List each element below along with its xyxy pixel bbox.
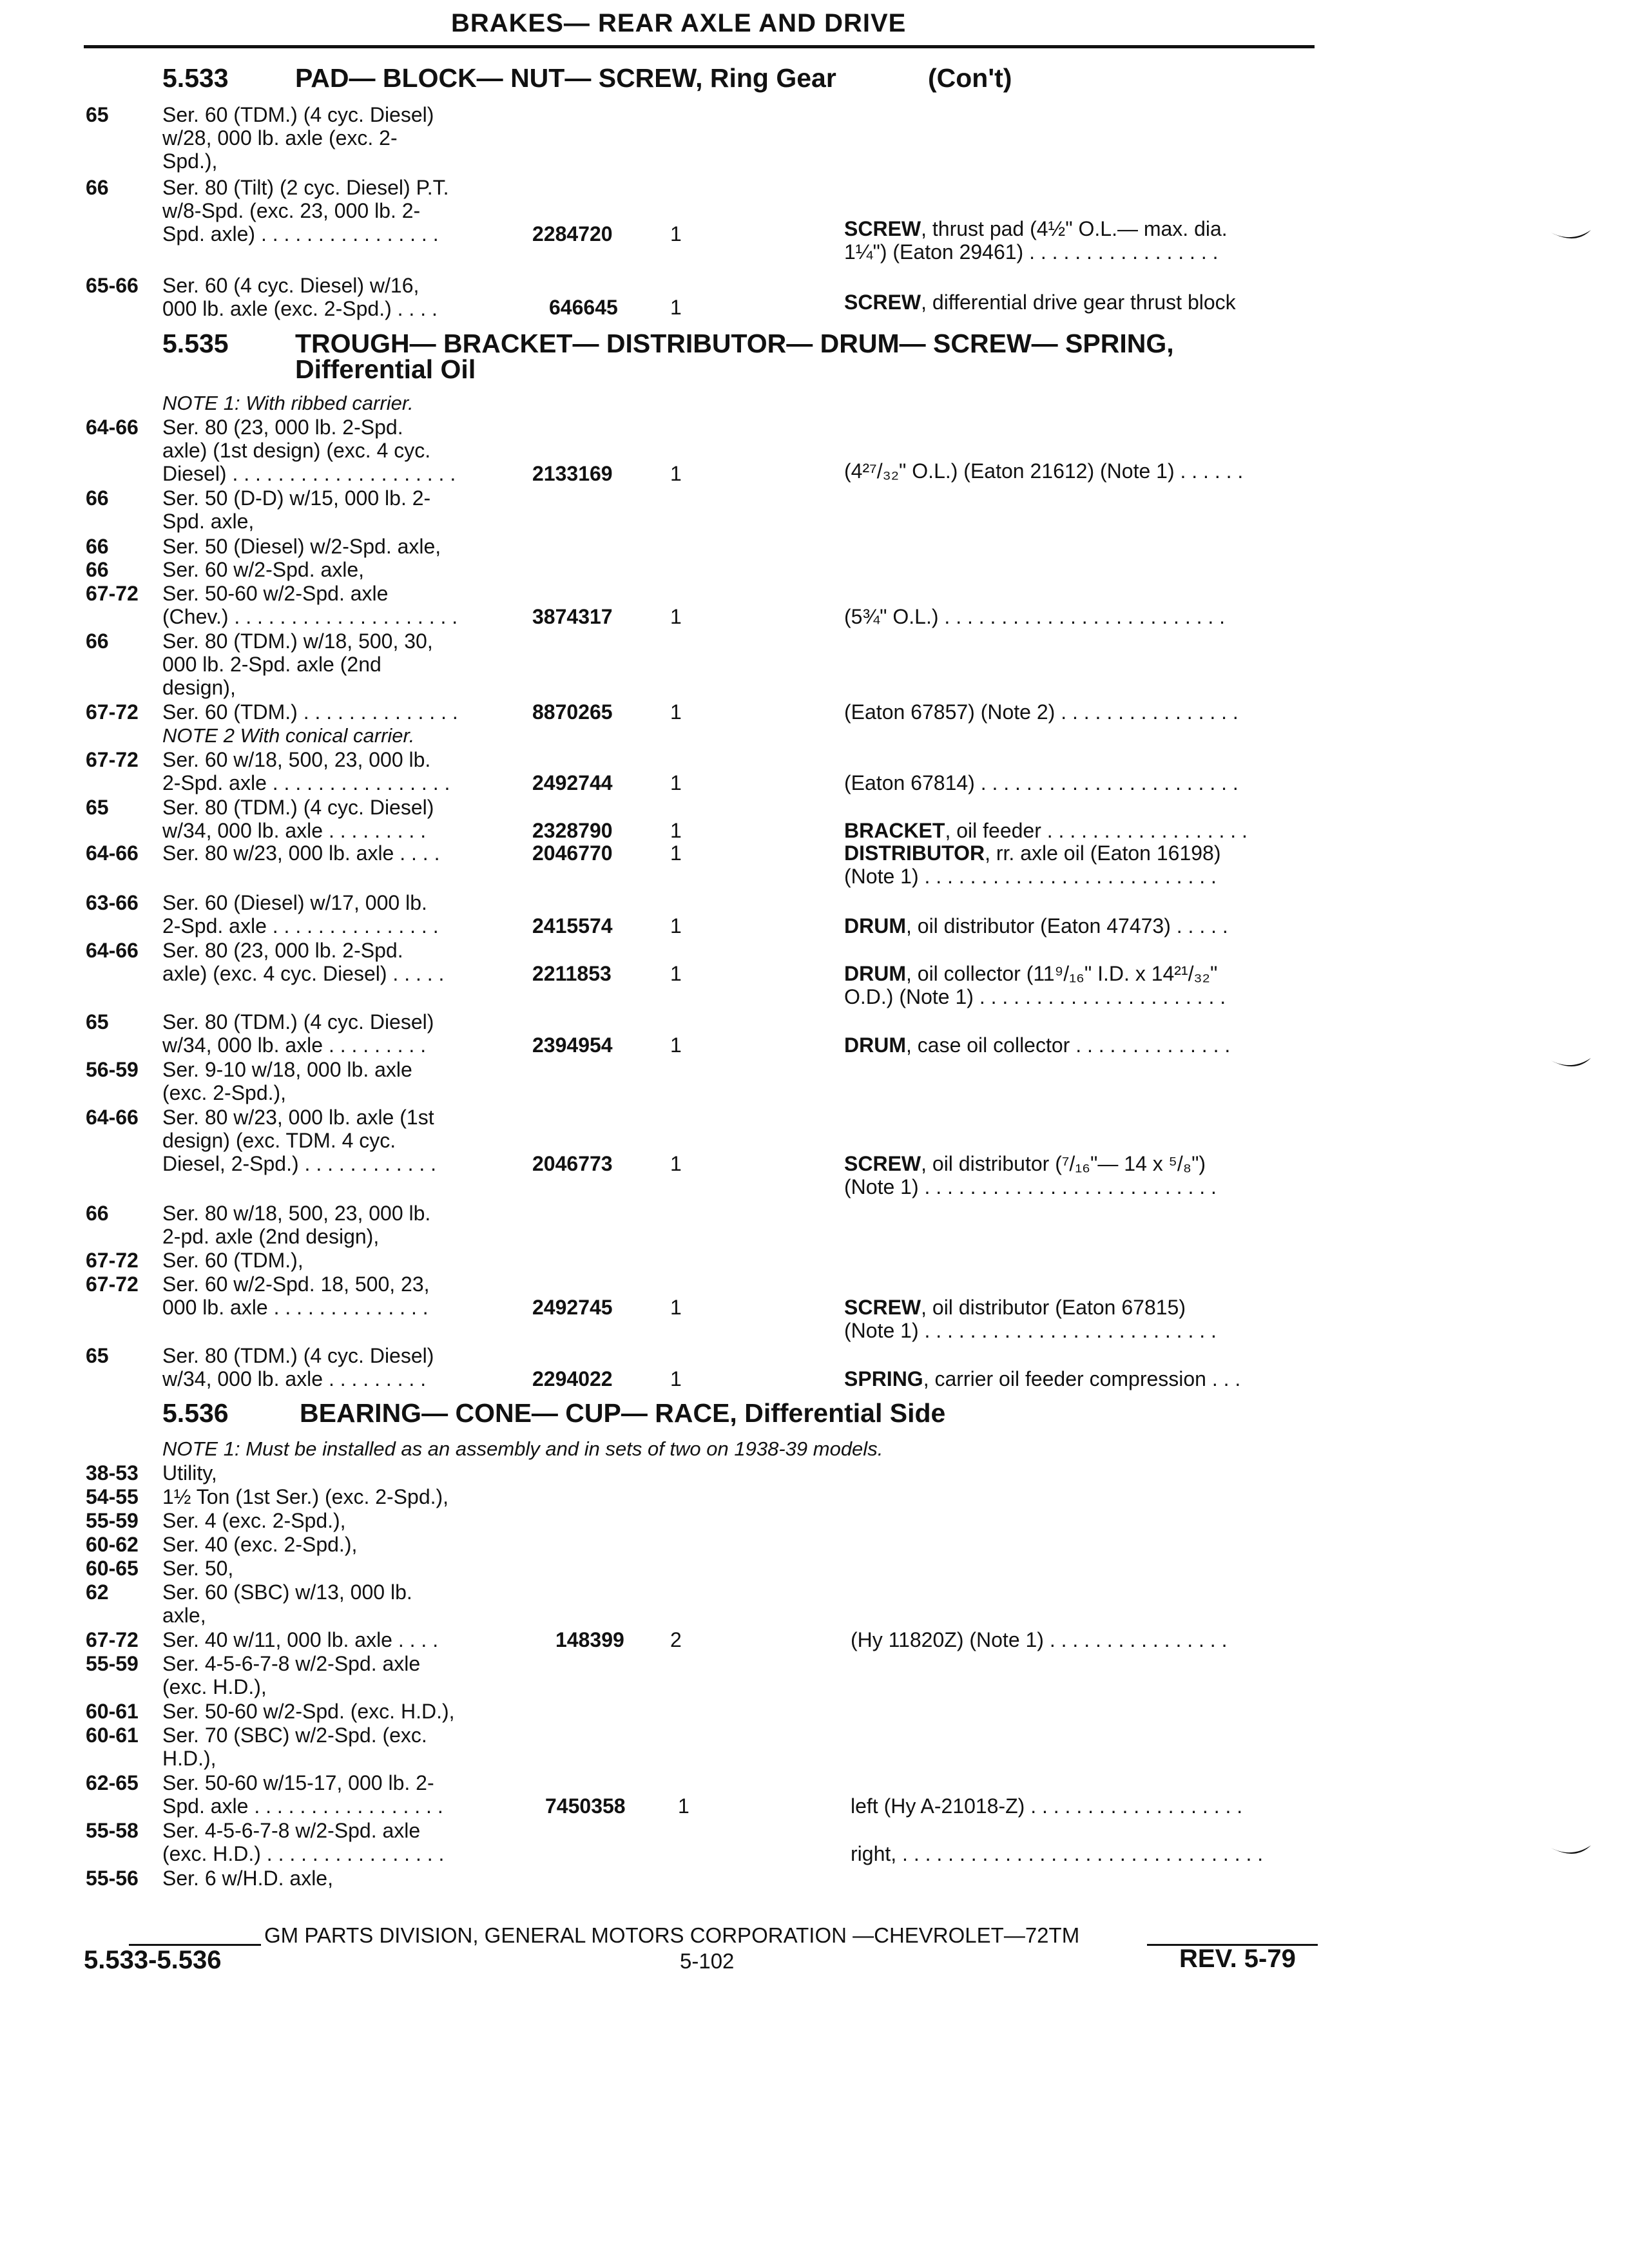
row-application: Ser. 60 (TDM.) (4 cyc. Diesel) w/28, 000 lb. axle (exc. 2- Spd.),: [162, 103, 434, 173]
row-part-number: 148399: [555, 1628, 624, 1651]
row-years: 63-66: [86, 891, 139, 914]
row-application: Ser. 60 (SBC) w/13, 000 lb. axle,: [162, 1581, 412, 1627]
row-quantity: 1: [670, 462, 682, 485]
row-application: Ser. 50 (Diesel) w/2-Spd. axle,: [162, 535, 441, 558]
row-years: 67-72: [86, 700, 139, 724]
row-quantity: 1: [670, 700, 682, 724]
row-application: Ser. 70 (SBC) w/2-Spd. (exc. H.D.),: [162, 1724, 427, 1770]
row-description: [844, 1033, 1321, 1057]
footer-division: GM PARTS DIVISION, GENERAL MOTORS CORPORATION —CHEVROLET—72TM: [264, 1923, 1080, 1947]
row-description-item: SCREW: [844, 1296, 921, 1319]
row-years: 67-72: [86, 1273, 139, 1296]
row-application: Ser. 40 (exc. 2-Spd.),: [162, 1533, 358, 1556]
row-description-detail: (5¾" O.L.) . . . . . . . . . . . . . . . . . . . . . . . . .: [844, 605, 1226, 628]
row-description-detail: , thrust pad (4½" O.L.— max. dia. 1¼") (Eaton 29461) . . . . . . . . . . . . . . . . .: [844, 217, 1228, 264]
row-description-detail: , oil collector (11⁹/₁₆" I.D. x 14²¹/₃₂" O.D.) (Note 1) . . . . . . . . . . . . . . . . . . . . . .: [844, 962, 1226, 1008]
row-years: 55-59: [86, 1509, 139, 1532]
row-years: 55-58: [86, 1819, 139, 1842]
row-quantity: 1: [670, 1033, 682, 1057]
row-description: [844, 1296, 1321, 1342]
row-years: 65: [86, 1010, 109, 1033]
row-part-number: 2294022: [532, 1367, 613, 1390]
row-application: Ser. 6 w/H.D. axle,: [162, 1867, 333, 1890]
row-quantity: 1: [670, 914, 682, 937]
footer-section-range: 5.533-5.536: [84, 1946, 222, 1974]
binder-hole-mark-icon: [1550, 229, 1592, 245]
row-application: Utility,: [162, 1461, 217, 1485]
row-years: 67-72: [86, 1628, 139, 1651]
row-description: [844, 700, 1321, 724]
row-application: Ser. 40 w/11, 000 lb. axle . . . .: [162, 1628, 439, 1651]
section-number: 5.536: [162, 1398, 229, 1428]
row-description-detail: (Eaton 67814) . . . . . . . . . . . . . . . . . . . . . . .: [844, 771, 1239, 794]
row-application: Ser. 80 (TDM.) (4 cyc. Diesel) w/34, 000 lb. axle . . . . . . . . .: [162, 796, 434, 842]
row-years: 67-72: [86, 1249, 139, 1272]
section-title: PAD— BLOCK— NUT— SCREW, Ring Gear: [295, 63, 836, 93]
row-description-detail: , case oil collector . . . . . . . . . . . . . .: [905, 1033, 1231, 1057]
row-part-number: 7450358: [545, 1794, 626, 1818]
row-years: 55-59: [86, 1652, 139, 1675]
row-description-detail: right, . . . . . . . . . . . . . . . . . . . . . . . . . . . . . . . .: [851, 1842, 1264, 1865]
row-application: Ser. 80 (TDM.) (4 cyc. Diesel) w/34, 000 lb. axle . . . . . . . . .: [162, 1344, 434, 1390]
row-description: [844, 841, 1321, 888]
row-quantity: 1: [670, 1296, 682, 1319]
row-years: 54-55: [86, 1485, 139, 1508]
row-years: 65: [86, 1344, 109, 1367]
footer-page-number: 5-102: [680, 1949, 735, 1973]
row-years: 55-56: [86, 1867, 139, 1890]
row-description-detail: , oil feeder . . . . . . . . . . . . . . . . . .: [945, 819, 1248, 842]
row-years: 66: [86, 535, 109, 558]
row-description-item: SPRING: [844, 1367, 923, 1390]
row-description: [844, 914, 1321, 937]
row-quantity: 1: [670, 1152, 682, 1175]
row-application: Ser. 80 w/18, 500, 23, 000 lb. 2-pd. axle (2nd design),: [162, 1202, 431, 1248]
row-years: 66: [86, 558, 109, 581]
row-part-number: 3874317: [532, 605, 613, 628]
row-application: Ser. 60 w/2-Spd. 18, 500, 23, 000 lb. axle . . . . . . . . . . . . . .: [162, 1273, 430, 1319]
row-application: Ser. 9-10 w/18, 000 lb. axle (exc. 2-Spd.),: [162, 1058, 412, 1104]
row-application: Ser. 60 (Diesel) w/17, 000 lb. 2-Spd. axle . . . . . . . . . . . . . . .: [162, 891, 439, 937]
section-number: 5.535: [162, 329, 229, 358]
row-application: Ser. 50-60 w/2-Spd. (exc. H.D.),: [162, 1700, 455, 1723]
row-description-detail: , oil distributor (Eaton 47473) . . . . .: [905, 914, 1228, 937]
row-application: Ser. 50 (D-D) w/15, 000 lb. 2- Spd. axle,: [162, 486, 431, 533]
row-application: Ser. 4-5-6-7-8 w/2-Spd. axle (exc. H.D.) . . . . . . . . . . . . . . . .: [162, 1819, 445, 1865]
row-quantity: 1: [670, 841, 682, 865]
row-part-number: 2328790: [532, 819, 613, 842]
section-continued: (Con't): [928, 63, 1012, 93]
section-title-continued: Differential Oil: [295, 354, 476, 384]
row-years: 60-65: [86, 1557, 139, 1580]
row-part-number: 2415574: [532, 914, 613, 937]
row-description: [851, 1794, 1327, 1818]
row-description-detail: (4²⁷/₃₂" O.L.) (Eaton 21612) (Note 1) . . . . . .: [844, 459, 1244, 483]
row-application: Ser. 60 (TDM.) . . . . . . . . . . . . . .: [162, 700, 458, 724]
header-rule: [84, 45, 1315, 48]
row-description-item: DRUM: [844, 962, 906, 985]
binder-hole-mark-icon: [1550, 1057, 1592, 1073]
row-application: Ser. 4-5-6-7-8 w/2-Spd. axle (exc. H.D.),: [162, 1652, 421, 1698]
note-conical-carrier: NOTE 2 With conical carrier.: [162, 724, 415, 747]
row-application: Ser. 80 (Tilt) (2 cyc. Diesel) P.T. w/8-Spd. (exc. 23, 000 lb. 2- Spd. axle) . . . . . . . . . . . . . . . .: [162, 176, 449, 245]
row-quantity: 1: [670, 819, 682, 842]
row-description: [851, 1628, 1327, 1651]
row-years: 60-61: [86, 1700, 139, 1723]
note-ribbed-carrier: NOTE 1: With ribbed carrier.: [162, 392, 414, 414]
row-quantity: 1: [670, 605, 682, 628]
row-application: Ser. 60 (4 cyc. Diesel) w/16, 000 lb. axle (exc. 2-Spd.) . . . .: [162, 274, 438, 320]
row-part-number: 2492744: [532, 771, 613, 794]
row-application: Ser. 80 (TDM.) (4 cyc. Diesel) w/34, 000 lb. axle . . . . . . . . .: [162, 1010, 434, 1057]
row-quantity: 1: [670, 296, 682, 319]
row-part-number: 8870265: [532, 700, 613, 724]
row-description: [844, 1152, 1321, 1198]
row-years: 64-66: [86, 416, 139, 439]
row-description-detail: left (Hy A-21018-Z) . . . . . . . . . . . . . . . . . . .: [851, 1794, 1243, 1818]
row-description: [844, 771, 1321, 794]
footer-revision: REV. 5-79: [1179, 1945, 1296, 1973]
row-quantity: 2: [670, 1628, 682, 1651]
row-application: Ser. 60 w/2-Spd. axle,: [162, 558, 365, 581]
row-part-number: 2046773: [532, 1152, 613, 1175]
row-description-item: BRACKET: [844, 819, 945, 842]
row-years: 64-66: [86, 841, 139, 865]
row-years: 56-59: [86, 1058, 139, 1081]
page-header-title: BRAKES— REAR AXLE AND DRIVE: [451, 9, 907, 37]
row-description-detail: , carrier oil feeder compression . . .: [923, 1367, 1241, 1390]
row-years: 67-72: [86, 582, 139, 605]
row-part-number: 2133169: [532, 462, 613, 485]
row-years: 67-72: [86, 748, 139, 771]
binder-hole-mark-icon: [1550, 1844, 1592, 1861]
row-application: Ser. 50-60 w/15-17, 000 lb. 2- Spd. axle . . . . . . . . . . . . . . . . .: [162, 1771, 443, 1818]
row-application: Ser. 80 (TDM.) w/18, 500, 30, 000 lb. 2-Spd. axle (2nd design),: [162, 629, 433, 699]
row-quantity: 1: [670, 771, 682, 794]
row-years: 66: [86, 486, 109, 510]
row-quantity: 1: [678, 1794, 689, 1818]
row-part-number: 646645: [549, 296, 618, 319]
row-description-detail: (Eaton 67857) (Note 2) . . . . . . . . . . . . . . . .: [844, 700, 1239, 724]
row-years: 38-53: [86, 1461, 139, 1485]
row-description-item: SCREW: [844, 291, 921, 314]
row-years: 66: [86, 176, 109, 199]
row-description-detail: , oil distributor (Eaton 67815) (Note 1) . . . . . . . . . . . . . . . . . . . . . . . . . .: [844, 1296, 1217, 1342]
section-title: TROUGH— BRACKET— DISTRIBUTOR— DRUM— SCREW— SPRING,: [295, 329, 1174, 358]
row-description: [844, 1367, 1321, 1390]
row-description-detail: , differential drive gear thrust block: [921, 291, 1236, 314]
row-quantity: 1: [670, 962, 682, 985]
row-application: Ser. 80 (23, 000 lb. 2-Spd. axle) (1st design) (exc. 4 cyc. Diesel) . . . . . . . . . . . . . . . . . . . .: [162, 416, 456, 485]
row-application: Ser. 50,: [162, 1557, 234, 1580]
row-application: Ser. 80 w/23, 000 lb. axle (1st design) (exc. TDM. 4 cyc. Diesel, 2-Spd.) . . . . . . . . . . . .: [162, 1106, 437, 1175]
row-description-item: DRUM: [844, 914, 906, 937]
row-part-number: 2211853: [532, 962, 612, 985]
section-number: 5.533: [162, 63, 229, 93]
row-description-detail: , oil distributor (⁷/₁₆"— 14 x ⁵/₈") (Note 1) . . . . . . . . . . . . . . . . . . . . . . . . . .: [844, 1152, 1217, 1198]
row-years: 65: [86, 796, 109, 819]
row-application: Ser. 60 w/18, 500, 23, 000 lb. 2-Spd. axle . . . . . . . . . . . . . . . .: [162, 748, 450, 794]
row-application: Ser. 80 w/23, 000 lb. axle . . . .: [162, 841, 440, 865]
row-part-number: 2284720: [532, 222, 613, 245]
row-description: [851, 1842, 1327, 1865]
row-description-item: SCREW: [844, 1152, 921, 1175]
row-years: 65-66: [86, 274, 139, 297]
row-application: Ser. 80 (23, 000 lb. 2-Spd. axle) (exc. 4 cyc. Diesel) . . . . .: [162, 939, 445, 985]
row-years: 64-66: [86, 939, 139, 962]
row-description-detail: (Hy 11820Z) (Note 1) . . . . . . . . . . . . . . . .: [851, 1628, 1228, 1651]
row-description-item: SCREW: [844, 217, 921, 240]
row-part-number: 2492745: [532, 1296, 613, 1319]
section-title: BEARING— CONE— CUP— RACE, Differential Side: [300, 1398, 946, 1428]
row-application: Ser. 60 (TDM.),: [162, 1249, 304, 1272]
row-part-number: 2394954: [532, 1033, 613, 1057]
row-description: [844, 962, 1321, 1008]
row-years: 62-65: [86, 1771, 139, 1794]
row-description-item: DISTRIBUTOR: [844, 841, 985, 865]
row-quantity: 1: [670, 1367, 682, 1390]
row-application: Ser. 50-60 w/2-Spd. axle (Chev.) . . . . . . . . . . . . . . . . . . . .: [162, 582, 458, 628]
row-application: Ser. 4 (exc. 2-Spd.),: [162, 1509, 346, 1532]
note-assembly-sets: NOTE 1: Must be installed as an assembly and in sets of two on 1938-39 models.: [162, 1437, 883, 1460]
row-description: [844, 459, 1321, 483]
row-description-detail: , rr. axle oil (Eaton 16198) (Note 1) . . . . . . . . . . . . . . . . . . . . . . . . . .: [844, 841, 1221, 888]
row-years: 60-62: [86, 1533, 139, 1556]
row-description: [844, 605, 1321, 628]
row-description: [844, 217, 1321, 264]
row-years: 66: [86, 629, 109, 653]
row-application: 1½ Ton (1st Ser.) (exc. 2-Spd.),: [162, 1485, 449, 1508]
row-description: [844, 819, 1321, 842]
row-years: 60-61: [86, 1724, 139, 1747]
row-quantity: 1: [670, 222, 682, 245]
row-years: 64-66: [86, 1106, 139, 1129]
row-years: 62: [86, 1581, 109, 1604]
row-description-item: DRUM: [844, 1033, 906, 1057]
row-part-number: 2046770: [532, 841, 613, 865]
row-description: [844, 291, 1321, 314]
row-years: 66: [86, 1202, 109, 1225]
row-years: 65: [86, 103, 109, 126]
